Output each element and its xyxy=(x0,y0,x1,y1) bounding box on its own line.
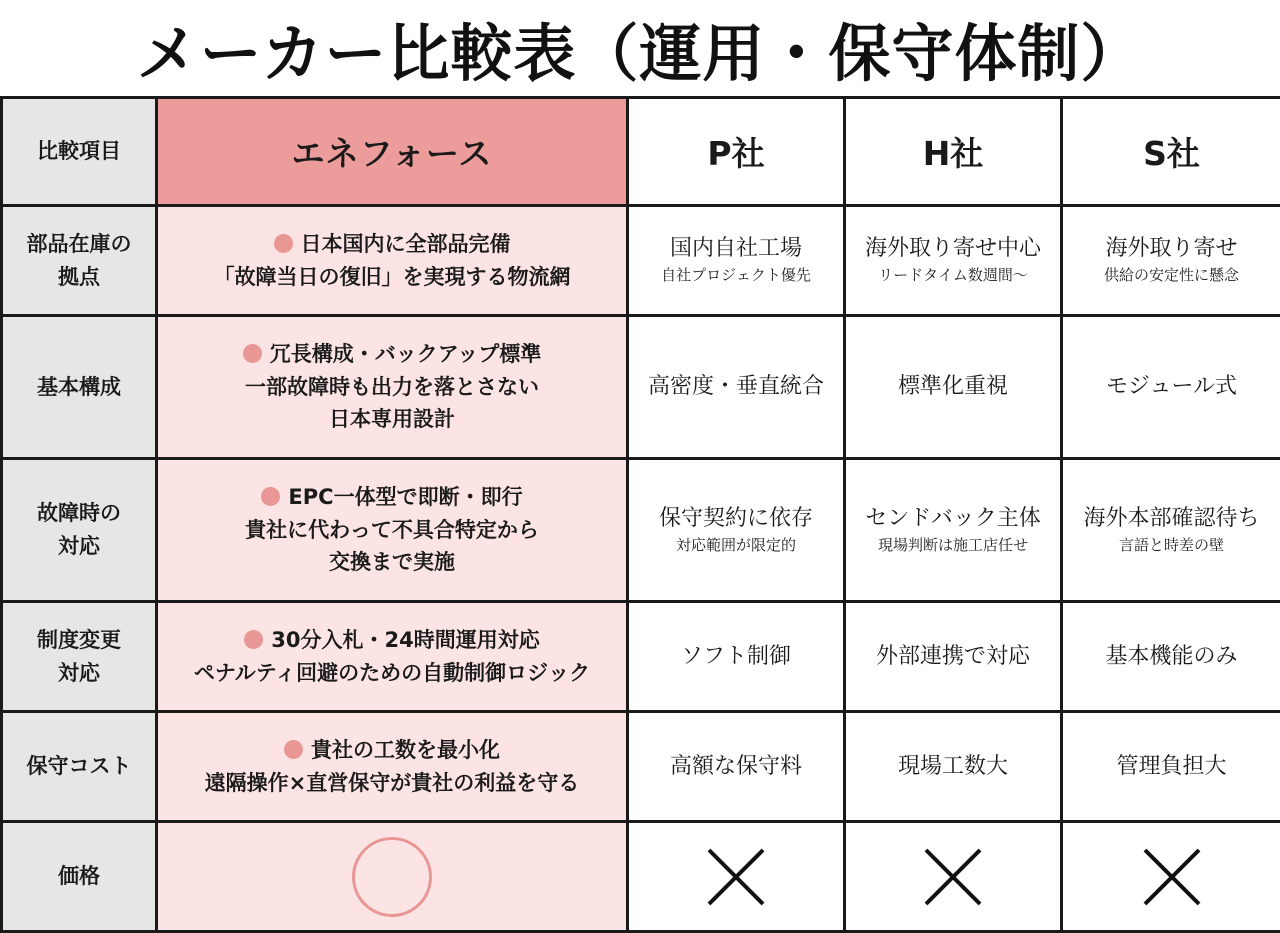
h-cell: 海外取り寄せ中心 リードタイム数週間〜 xyxy=(845,206,1062,316)
table-row xyxy=(2,206,1280,316)
h-cell: 現場工数大 xyxy=(845,712,1062,822)
s-cell: モジュール式 xyxy=(1062,316,1280,459)
row-label: 価格 xyxy=(2,822,157,932)
h-cell: センドバック主体 現場判断は施工店任せ xyxy=(845,459,1062,602)
row-label: 故障時の 対応 xyxy=(2,459,157,602)
h-cell: 標準化重視 xyxy=(845,316,1062,459)
enforce-cell: 30分入札・24時間運用対応 ペナルティ回避のための自動制御ロジック xyxy=(157,602,628,712)
bullet-dot-icon xyxy=(274,234,293,253)
enforce-cell: 冗長構成・バックアップ標準 一部故障時も出力を落とさない 日本専用設計 xyxy=(157,316,628,459)
table-row xyxy=(2,459,1280,602)
page-title: メーカー比較表（運用・保守体制） xyxy=(0,0,1280,96)
row-label: 部品在庫の 拠点 xyxy=(2,206,157,316)
price-row xyxy=(2,822,1280,932)
row-label: 基本構成 xyxy=(2,316,157,459)
enforce-cell: EPC一体型で即断・即行 貴社に代わって不具合特定から 交換まで実施 xyxy=(157,459,628,602)
circle-mark-icon xyxy=(352,837,432,917)
cross-mark-icon xyxy=(1141,846,1203,908)
enforce-cell: 貴社の工数を最小化 遠隔操作×直営保守が貴社の利益を守る xyxy=(157,712,628,822)
header-row xyxy=(2,98,1280,206)
cross-mark-icon xyxy=(922,846,984,908)
row-label: 制度変更 対応 xyxy=(2,602,157,712)
header-p: P社 xyxy=(628,98,845,206)
s-price-cell xyxy=(1062,822,1280,932)
cross-mark-icon xyxy=(705,846,767,908)
bullet-dot-icon xyxy=(261,487,280,506)
p-cell: 国内自社工場 自社プロジェクト優先 xyxy=(628,206,845,316)
p-cell: 高密度・垂直統合 xyxy=(628,316,845,459)
s-cell: 管理負担大 xyxy=(1062,712,1280,822)
header-item: 比較項目 xyxy=(2,98,157,206)
s-cell: 海外取り寄せ 供給の安定性に懸念 xyxy=(1062,206,1280,316)
p-price-cell xyxy=(628,822,845,932)
p-cell: 高額な保守料 xyxy=(628,712,845,822)
bullet-dot-icon xyxy=(284,740,303,759)
row-label: 保守コスト xyxy=(2,712,157,822)
s-cell: 海外本部確認待ち 言語と時差の壁 xyxy=(1062,459,1280,602)
enforce-price-cell xyxy=(157,822,628,932)
table-row xyxy=(2,602,1280,712)
s-cell: 基本機能のみ xyxy=(1062,602,1280,712)
bullet-dot-icon xyxy=(243,344,262,363)
bullet-dot-icon xyxy=(244,630,263,649)
p-cell: 保守契約に依存 対応範囲が限定的 xyxy=(628,459,845,602)
comparison-table xyxy=(0,96,1280,933)
h-price-cell xyxy=(845,822,1062,932)
enforce-cell: 日本国内に全部品完備 「故障当日の復旧」を実現する物流網 xyxy=(157,206,628,316)
header-enforce: エネフォース xyxy=(157,98,628,206)
table-row xyxy=(2,316,1280,459)
header-h: H社 xyxy=(845,98,1062,206)
p-cell: ソフト制御 xyxy=(628,602,845,712)
header-s: S社 xyxy=(1062,98,1280,206)
h-cell: 外部連携で対応 xyxy=(845,602,1062,712)
table-row xyxy=(2,712,1280,822)
